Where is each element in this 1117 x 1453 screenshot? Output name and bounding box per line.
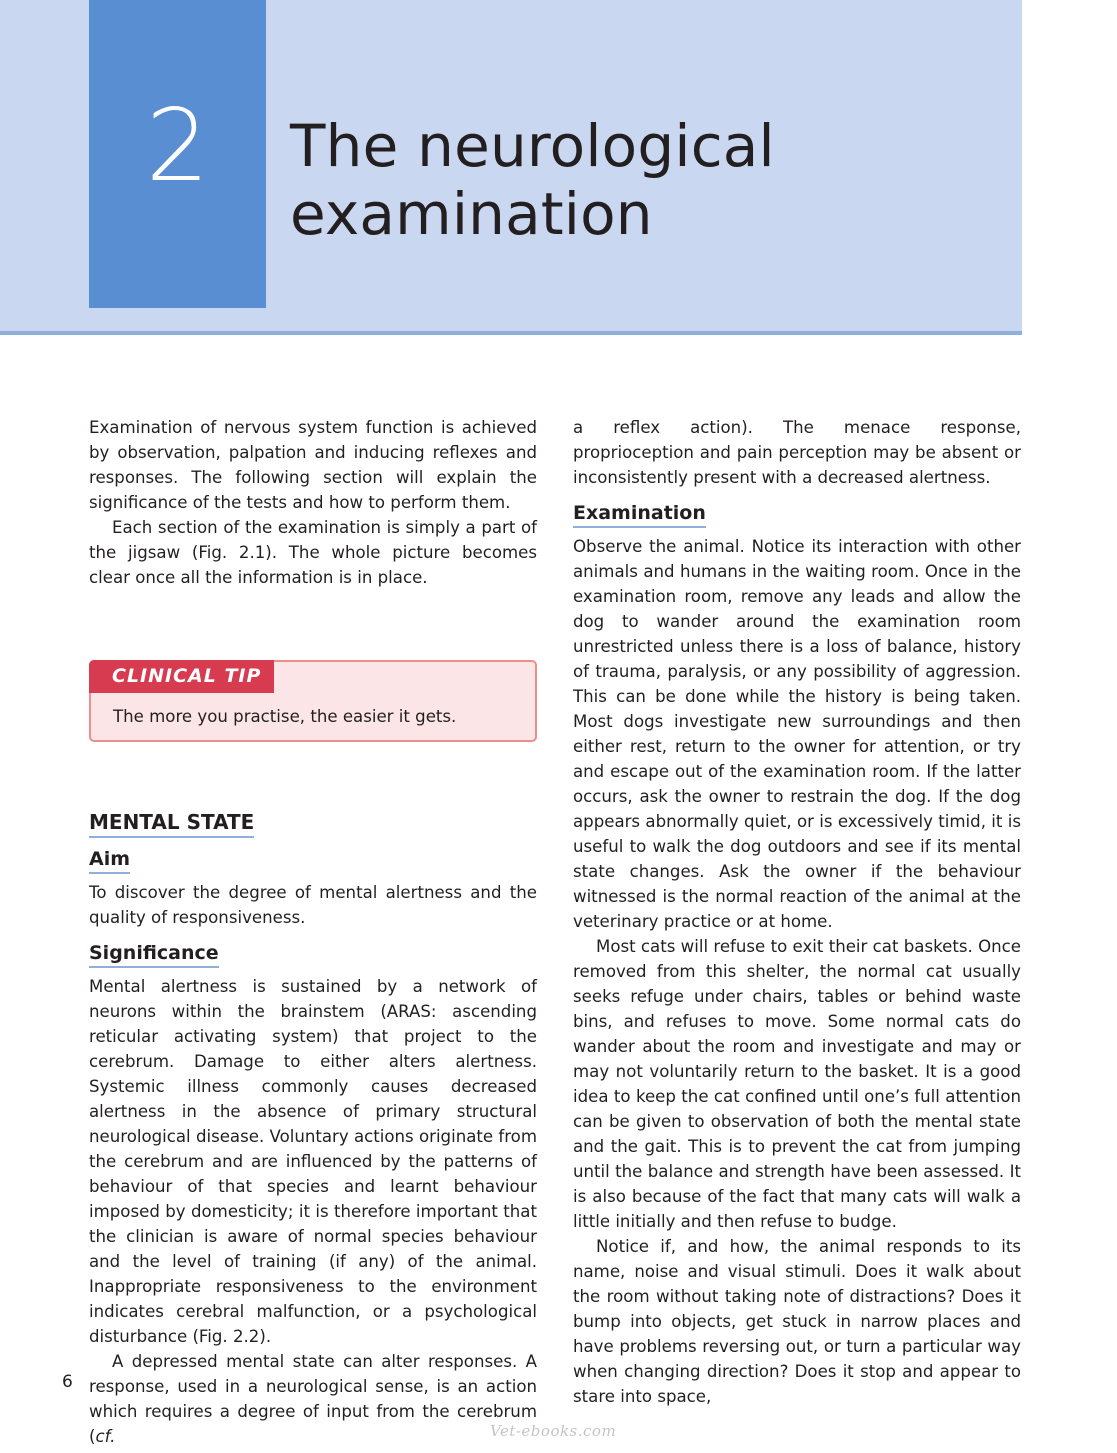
intro-paragraph: Examination of nervous system function is achieved by observation, palpation and inducing reflexes and responses. The following section will explain the significance of the tests and how to perform them. [89, 418, 537, 512]
clinical-tip-text: The more you practise, the easier it gets. [113, 707, 457, 726]
chapter-title [290, 112, 775, 248]
chapter-title-line-2: examination [290, 180, 653, 248]
left-column [89, 415, 537, 1449]
chapter-number-box [89, 0, 266, 308]
right-column [573, 415, 1021, 1409]
cf-abbreviation: cf. [95, 1427, 116, 1446]
subheading-examination: Examination [573, 500, 706, 528]
subheading-aim: Aim [89, 846, 130, 874]
section-heading-mental-state: MENTAL STATE [89, 808, 254, 838]
chapter-header-band [0, 0, 1022, 335]
examination-paragraph: Most cats will refuse to exit their cat baskets. Once removed from this shelter, the normal cat usually seeks refuge under chairs, tables or behind waste bins, and refuses to move. Some normal cats do wander about the room and investigate and may or may not voluntarily return to the basket. It is a good idea to keep the cat confined until one’s full attention can be given to observation of both the mental state and the gait. This is to prevent the cat from jumping until the balance and strength have been assessed. It is also because of the fact that many cats will walk a little initially and then refuse to budge. [573, 937, 1021, 1231]
watermark-logo: Vet-ebooks.com [490, 1422, 617, 1440]
continued-paragraph: a reflex action). The menace response, proprioception and pain perception may be absent or inconsistently present with a decreased alertness. [573, 418, 1021, 487]
aim-paragraph: To discover the degree of mental alertness and the quality of responsiveness. [89, 883, 537, 927]
clinical-tip-label: CLINICAL TIP [89, 660, 274, 693]
significance-paragraph: Mental alertness is sustained by a network of neurons within the brainstem (ARAS: ascending reticular activating system) that project to the cerebrum. Damage to either alters alertness. Systemic illness commonly causes decreased alertness in the absence of primary structural neurological disease. Voluntary actions originate from the cerebrum and are influenced by the patterns of behaviour of that species and learnt behaviour imposed by domesticity; it is therefore important that the clinician is aware of normal species behaviour and the level of training (if any) of the animal. Inappropriate responsiveness to the environment indicates cerebral malfunction, or a psychological disturbance (Fig. 2.2). [89, 977, 537, 1346]
chapter-title-line-1: The neurological [290, 112, 775, 180]
significance-paragraph [89, 1349, 537, 1449]
page-number: 6 [62, 1372, 73, 1392]
subheading-significance: Significance [89, 940, 219, 968]
examination-paragraph: Notice if, and how, the animal responds to its name, noise and visual stimuli. Does it walk about the room without taking note of distractions? Does it bump into objects, get stuck in narrow places and have problems reversing out, or turn a particular way when changing direction? Does it stop and appear to stare into space, [573, 1237, 1021, 1406]
examination-paragraph: Observe the animal. Notice its interaction with other animals and humans in the waiting room. Once in the examination room, remove any leads and allow the dog to wander around the examination room unrestricted unless there is a loss of balance, history of trauma, paralysis, or any possibility of aggression. This can be done while the history is being taken. Most dogs investigate new surroundings and then either rest, return to the owner for attention, or try and escape out of the examination room. If the latter occurs, ask the owner to restrain the dog. If the dog appears abnormally quiet, or is excessively timid, it is useful to walk the dog outdoors and see if its mental state changes. Ask the owner if the behaviour witnessed is the normal reaction of the animal at the veterinary practice or at home. [573, 537, 1021, 931]
significance-text: A depressed mental state can alter responses. A response, used in a neurological sense, is an action which requires a degree of input from the cerebrum ( [89, 1352, 537, 1446]
intro-paragraph: Each section of the examination is simply a part of the jigsaw (Fig. 2.1). The whole picture becomes clear once all the information is in place. [89, 518, 537, 587]
clinical-tip-box [89, 660, 537, 742]
chapter-number: 2 [145, 87, 210, 204]
